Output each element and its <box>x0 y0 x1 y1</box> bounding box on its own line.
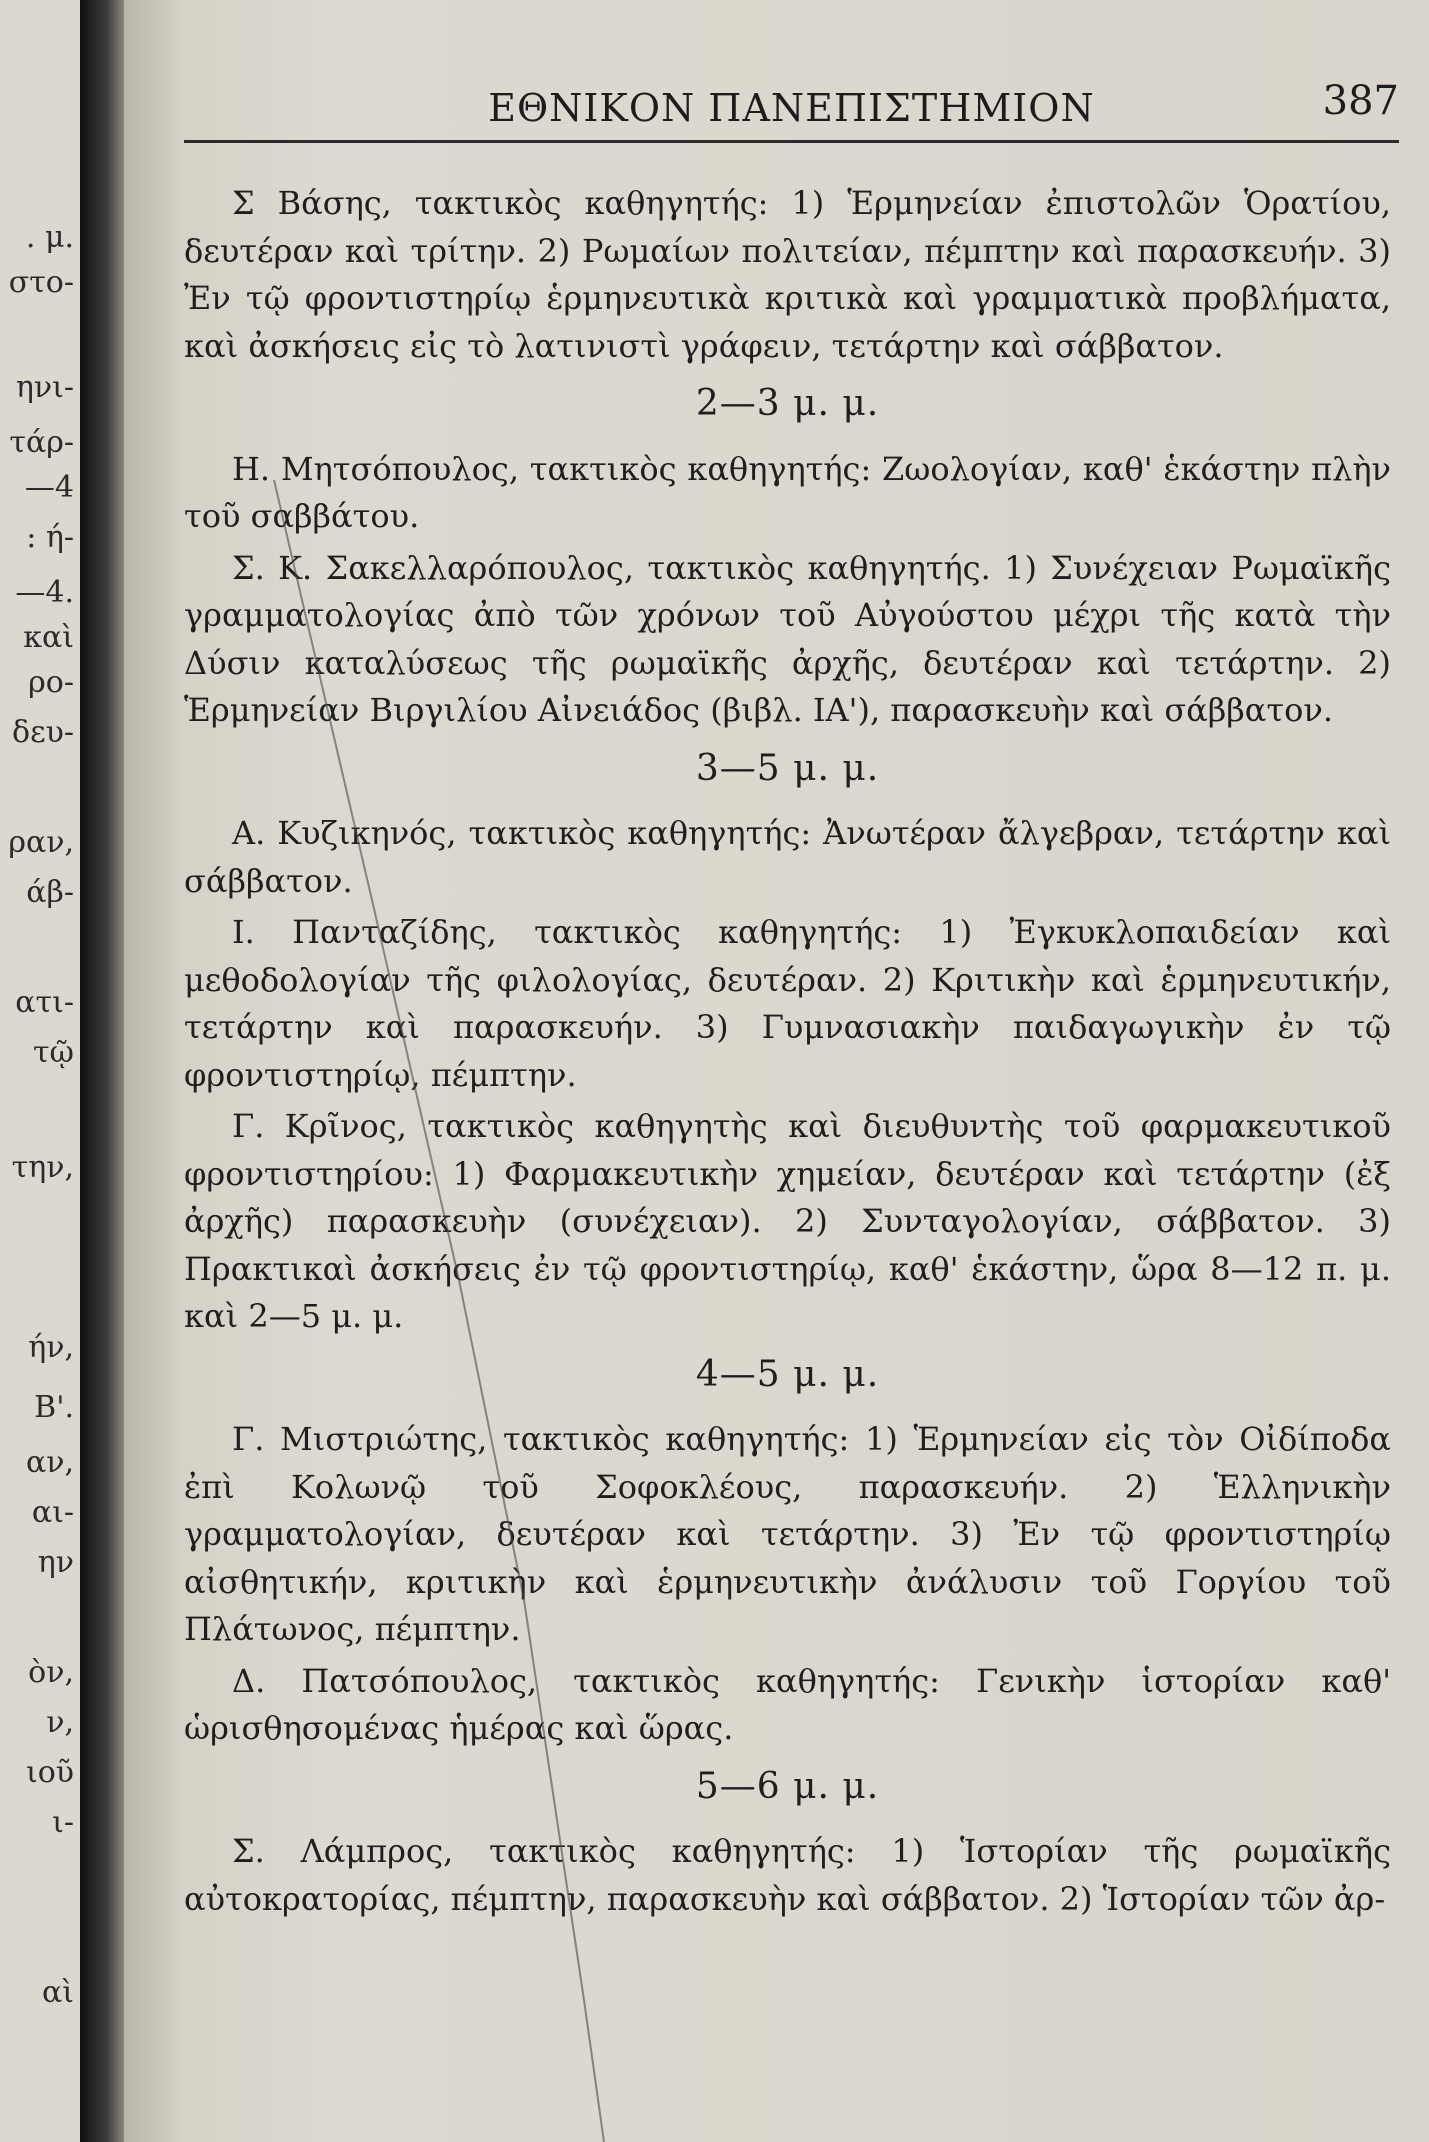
time-slot-heading: 5—6 μ. μ. <box>695 1765 880 1807</box>
previous-page-fragment: ιοῦ <box>25 1755 74 1790</box>
lecture-entry: Σ. Κ. Σακελλαρόπουλος, τακτικὸς καθηγητής. 1) Συνέχειαν Ρωμαϊκῆς γραμματολογίας ἀπὸ τῶν χρόνων τοῦ Αὐγούστου μέχρι τῆς κατὰ τὴν Δύσιν καταλύσεως τῆς ρωμαϊκῆς ἀρχῆς, δευτέραν καὶ τετάρτην. 2) Ἑρμηνείαν Βιργιλίου Αἰνειάδος (βιβλ. ΙΑ'), παρασκευὴν καὶ σάββατον. <box>184 548 1391 729</box>
previous-page-fragment: στο- <box>8 265 74 300</box>
previous-page-fragment: ι- <box>52 1805 74 1840</box>
previous-page-fragment: ρο- <box>28 665 74 700</box>
previous-page-fragment: δευ- <box>12 715 74 750</box>
lecture-entry: Σ. Λάμπρος, τακτικὸς καθηγητής: 1) Ἱστορίαν τῆς ρωμαϊκῆς αὐτοκρατορίας, πέμπτην, παρασκευὴν καὶ σάββατον. 2) Ἱστορίαν τῶν ἀρ- <box>184 1832 1391 1918</box>
previous-page-fragment: τῷ <box>32 1035 74 1070</box>
lecture-entry: Γ. Μιστριώτης, τακτικὸς καθηγητής: 1) Ἑρμηνείαν εἰς τὸν Οἰδίποδα ἐπὶ Κολωνῷ τοῦ Σοφοκλέους, παρασκευήν. 2) Ἑλληνικὴν γραμματολογίαν, δευτέραν καὶ τετάρτην. 3) Ἐν τῷ φροντιστηρίῳ αἰσθητικήν, κριτικὴν καὶ ἑρμηνευτικὴν ἀνάλυσιν τοῦ Γοργίου τοῦ Πλάτωνος, πέμπτην. <box>184 1420 1391 1648</box>
time-slot-heading: 3—5 μ. μ. <box>695 747 880 789</box>
lecture-entry: Γ. Κρῖνος, τακτικὸς καθηγητὴς καὶ διευθυντὴς τοῦ φαρμακευτικοῦ φροντιστηρίου: 1) Φαρμακευτικὴν χημείαν, δευτέραν καὶ τετάρτην (ἐξ ἀρχῆς) παρασκευὴν (συνέχειαν). 2) Συνταγολογίαν, σάββατον. 3) Πρακτικαὶ ἀσκήσεις ἐν τῷ φροντιστηρίῳ, καθ' ἑκάστην, ὥρα 8—12 π. μ. καὶ 2—5 μ. μ. <box>184 1107 1391 1335</box>
previous-page-fragment: ραν, <box>8 825 74 860</box>
page <box>124 0 1429 2142</box>
page-body <box>184 180 1391 1927</box>
lecture-entry: Δ. Πατσόπουλος, τακτικὸς καθηγητής: Γενικὴν ἱστορίαν καθ' ὡρισθησομένας ἡμέρας καὶ ὥρας. <box>184 1661 1391 1747</box>
previous-page-fragment: ν, <box>46 1705 74 1740</box>
header-rule <box>184 140 1399 143</box>
previous-page-fragment: ατι- <box>15 985 74 1020</box>
lecture-entry: Α. Κυζικηνός, τακτικὸς καθηγητής: Ἀνωτέραν ἄλγεβραν, τετάρτην καὶ σάββατον. <box>184 814 1391 900</box>
previous-page-strip <box>0 0 80 2142</box>
previous-page-fragment: αν, <box>25 1445 74 1480</box>
previous-page-fragment: τάρ- <box>9 425 74 460</box>
previous-page-fragment: αι- <box>31 1495 74 1530</box>
previous-page-fragment: ὸν, <box>28 1655 74 1690</box>
previous-page-fragment: ήν, <box>28 1330 74 1365</box>
time-slot-heading: 2—3 μ. μ. <box>695 383 880 424</box>
previous-page-fragment: την, <box>11 1150 74 1185</box>
lecture-entry: Σ Βάσης, τακτικὸς καθηγητής: 1) Ἑρμηνείαν ἐπιστολῶν Ὁρατίου, δευτέραν καὶ τρίτην. 2) Ρωμαίων πολιτείαν, πέμπτην καὶ παρασκευήν. 3) Ἐν τῷ φροντιστηρίῳ ἑρμηνευτικὰ κριτικὰ καὶ γραμματικὰ προβλήματα, καὶ ἀσκήσεις εἰς τὸ λατινιστὶ γράφειν, τετάρτην καὶ σάββατον. <box>184 184 1391 365</box>
book-gutter <box>80 0 124 2142</box>
previous-page-fragment: —4. <box>15 575 74 610</box>
previous-page-fragment: άβ- <box>26 875 74 910</box>
previous-page-fragment: —4 <box>24 470 74 505</box>
previous-page-fragment: : ή- <box>26 520 74 555</box>
previous-page-fragment: ηνι- <box>15 370 74 405</box>
previous-page-fragment: . μ. <box>25 220 74 255</box>
lecture-entry: Ι. Πανταζίδης, τακτικὸς καθηγητής: 1) Ἐγκυκλοπαιδείαν καὶ μεθοδολογίαν τῆς φιλολογίας, δευτέραν. 2) Κριτικὴν καὶ ἑρμηνευτικήν, τετάρτην καὶ παρασκευήν. 3) Γυμνασιακὴν παιδαγωγικὴν ἐν τῷ φροντιστηρίῳ, πέμπτην. <box>184 913 1391 1094</box>
running-header <box>184 78 1399 138</box>
previous-page-fragment: αὶ <box>41 1975 74 2010</box>
time-slot-heading: 4—5 μ. μ. <box>695 1353 880 1395</box>
page-number: 387 <box>1322 78 1399 124</box>
running-title: ΕΘΝΙΚΟΝ ΠΑΝΕΠΙΣΤΗΜΙΟΝ <box>488 86 1095 130</box>
previous-page-fragment: Β'. <box>34 1390 74 1425</box>
previous-page-fragment: καὶ <box>23 620 74 655</box>
previous-page-fragment: ην <box>37 1545 74 1580</box>
lecture-entry: Η. Μητσόπουλος, τακτικὸς καθηγητής: Ζωολογίαν, καθ' ἑκάστην πλὴν τοῦ σαββάτου. <box>184 449 1391 535</box>
